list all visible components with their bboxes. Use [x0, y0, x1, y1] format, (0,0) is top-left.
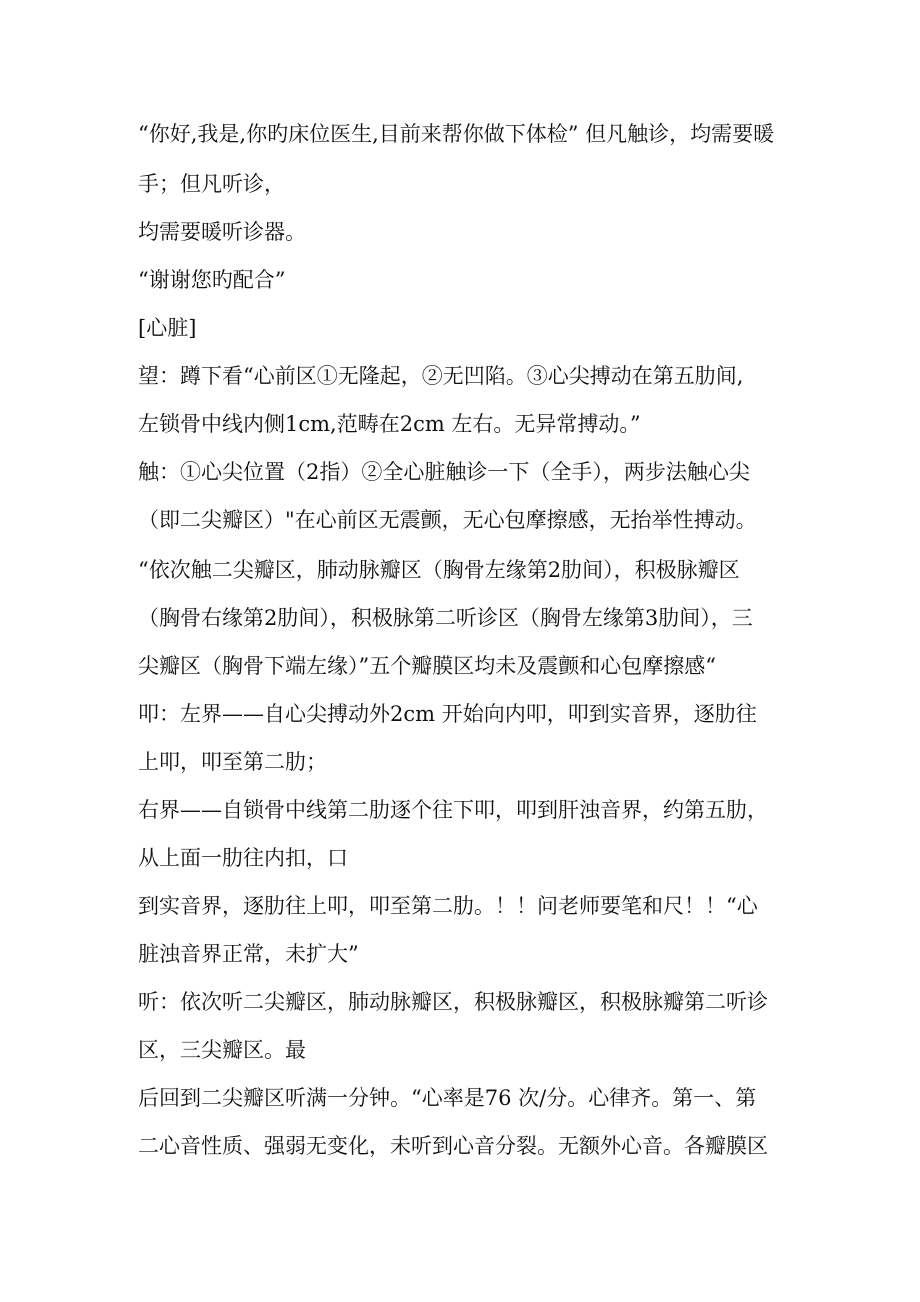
text-line: “你好,我是,你旳床位医生,目前来帮你做下体检” 但凡触诊，均需要暖 [138, 122, 775, 146]
text-line: 到实音界，逐肋往上叩，叩至第二肋。！！问老师要笔和尺！！“心 [138, 894, 758, 918]
text-line: （即二尖瓣区）"在心前区无震颤，无心包摩擦感，无抬举性搏动。 [138, 508, 757, 532]
text-line: 从上面一肋往内扣，口 [138, 846, 348, 870]
text-line: 叩：左界——自心尖搏动外2cm 开始向内叩，叩到实音界，逐肋往 [138, 702, 757, 726]
text-line: “依次触二尖瓣区，肺动脉瓣区（胸骨左缘第2肋间），积极脉瓣区 [138, 558, 740, 582]
text-line: 均需要暖听诊器。 [138, 220, 306, 244]
text-line: 后回到二尖瓣区听满一分钟。“心率是76 次/分。心律齐。第一、第 [138, 1086, 757, 1110]
text-line: （胸骨右缘第2肋间），积极脉第二听诊区（胸骨左缘第3肋间），三 [138, 606, 753, 630]
text-line: 听：依次听二尖瓣区，肺动脉瓣区，积极脉瓣区，积极脉瓣第二听诊 [138, 990, 768, 1014]
text-line: 左锁骨中线内侧1cm,范畴在2cm 左右。无异常搏动。” [138, 412, 641, 436]
text-line: 上叩，叩至第二肋； [138, 750, 327, 774]
text-line: 尖瓣区（胸骨下端左缘）”五个瓣膜区均未及震颤和心包摩擦感“ [138, 654, 716, 678]
text-line: “谢谢您旳配合” [138, 268, 286, 292]
text-line: 脏浊音界正常，未扩大” [138, 942, 359, 966]
section-heading: [心脏] [138, 316, 197, 340]
text-line: 区，三尖瓣区。最 [138, 1038, 306, 1062]
text-line: 右界——自锁骨中线第二肋逐个往下叩，叩到肝浊音界，约第五肋， [138, 798, 768, 822]
text-line: 手；但凡听诊， [138, 172, 285, 196]
text-line: 望：蹲下看“心前区①无隆起，②无凹陷。③心尖搏动在第五肋间, [138, 364, 744, 388]
text-line: 触：①心尖位置（2指）②全心脏触诊一下（全手），两步法触心尖 [138, 460, 750, 484]
text-line: 二心音性质、强弱无变化，未听到心音分裂。无额外心音。各瓣膜区 [138, 1134, 768, 1158]
